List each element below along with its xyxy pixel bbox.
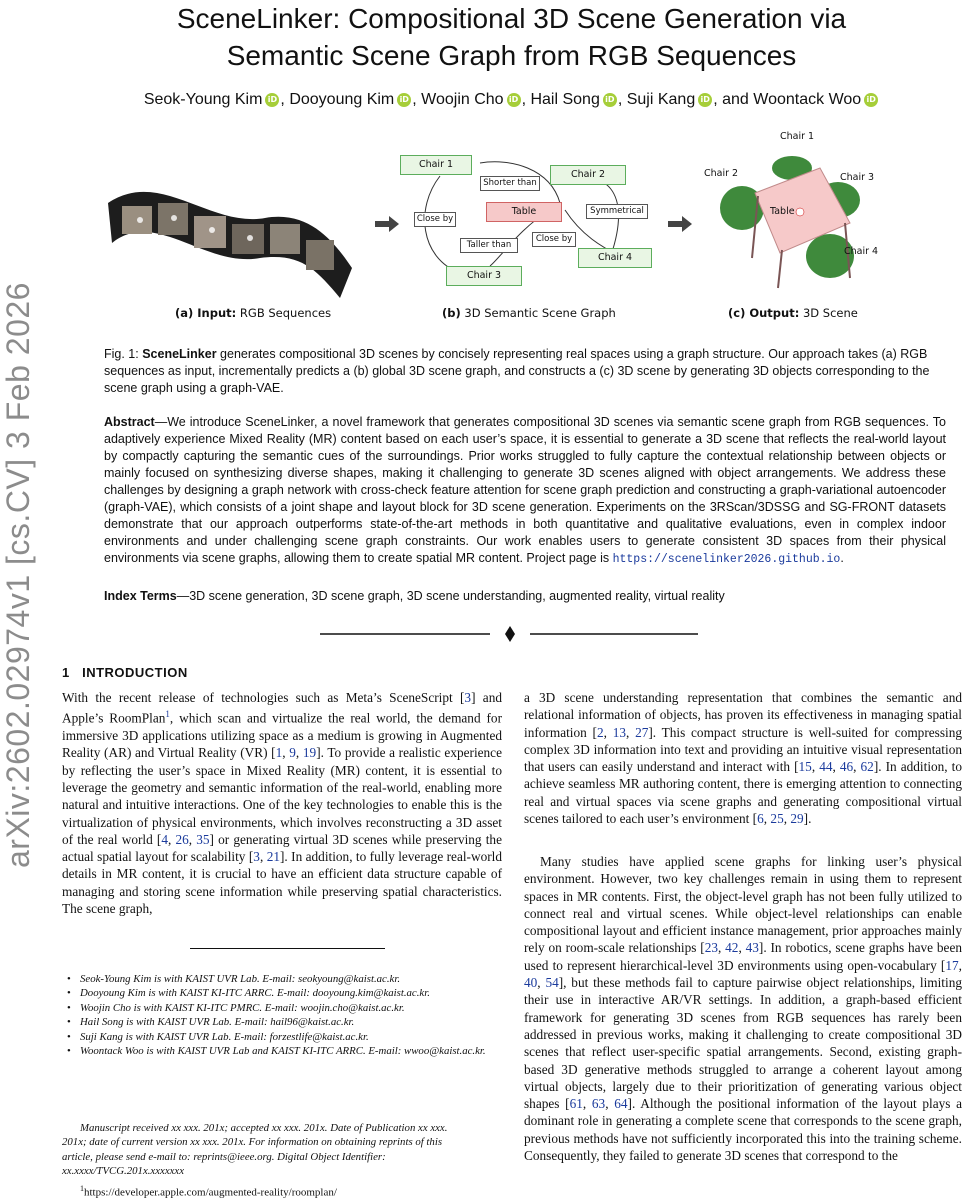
scene-label: Chair 4 bbox=[844, 246, 879, 257]
footnote-rule bbox=[190, 948, 385, 949]
body-text: , bbox=[718, 940, 726, 956]
panel-label-bold: (a) Input: bbox=[175, 306, 237, 320]
author-name: , Suji Kang bbox=[617, 91, 696, 108]
body-text: ], but these methods fail to capture pairwise object relationships, limiting their use in interactive AR/VR settings. In addition, a graph-based efficient framework for generating 3D scenes from RGB sequences has rarely been addressed in previous works, making it challenging to create compositional 3D scenes that reflect user-specific spatial arrangements. Second, existing graph-based 3D generative methods struggled to arrange a coherent layout among virtual objects, largely due to their prioritization of generating various object shapes [ bbox=[524, 975, 962, 1112]
body-text: ]. bbox=[803, 811, 812, 827]
orcid-icon[interactable]: iD bbox=[603, 93, 617, 107]
orcid-icon[interactable]: iD bbox=[507, 93, 521, 107]
body-text: Many studies have applied scene graphs for linking user’s physical environment. However, two key challenges remain in using them to represent spaces in MR contents. First, the object-level graph has not been fully utilized to connect real and virtual scenes. While object-level relationships can enable compositional layout and efficient instance management, prior approaches mainly rely on room-scale relationships [ bbox=[524, 854, 962, 956]
scene-render bbox=[700, 138, 950, 298]
index-terms-label: Index Terms bbox=[104, 589, 177, 603]
body-text: ]. To provide a realistic experience by reflecting the user’s space in Mixed Reality (MR) content, it is essential to leverage the geometry and semantic information of the real-world, enabling more natural and intuitive interactions. One of the key technologies to enable this is the virtualization of physical environments, which involves reconstructing a 3D asset of the real world [ bbox=[62, 745, 502, 847]
author-name: Seok-Young Kim bbox=[143, 91, 263, 108]
arrow-right-icon bbox=[375, 216, 401, 232]
body-text: , bbox=[605, 1096, 615, 1112]
author-name: , Dooyoung Kim bbox=[280, 91, 395, 108]
citation-link[interactable]: 17 bbox=[945, 957, 959, 973]
right-column-paragraph bbox=[524, 689, 962, 827]
body-text: , which scan and virtualize the real world, the demand for immersive 3D applications utilizing space as a medium is growing in Augmented Reality (AR) and Virtual Reality (VR) [ bbox=[62, 710, 502, 761]
author-name: , and Woontack Woo bbox=[713, 91, 862, 108]
citation-link[interactable]: 26 bbox=[175, 831, 189, 847]
section-divider bbox=[320, 625, 700, 643]
body-text: ]. This compact structure is well-suited for compressing complex 3D information into text and providing an intuitive visual representation that users can easily understand and interact with [ bbox=[524, 724, 962, 775]
graph-node: Chair 2 bbox=[550, 165, 626, 185]
graph-node: Chair 4 bbox=[578, 248, 652, 268]
paper-title bbox=[60, 0, 963, 74]
orcid-icon[interactable]: iD bbox=[397, 93, 411, 107]
graph-edge-label: Taller than bbox=[460, 238, 518, 253]
body-text: , bbox=[259, 849, 267, 865]
manuscript-note: Manuscript received xx xxx. 201x; accepted xx xxx. 201x. Date of Publication xx xxx. 201x; date of current version xx xxx. 201x. For information on obtaining reprints of this article, please send e-mail to: reprints@ieee.org. Digital Object Identifier: xx.xxxx/TVCG.201x.xxxxxxx bbox=[62, 1122, 448, 1178]
graph-node: Chair 3 bbox=[446, 266, 522, 286]
author-name: , Woojin Cho bbox=[412, 91, 504, 108]
citation-link[interactable]: 46 bbox=[839, 759, 854, 775]
footnote bbox=[80, 1184, 337, 1199]
graph-edge-label: Shorter than bbox=[480, 176, 540, 191]
body-text: , bbox=[582, 1096, 592, 1112]
affiliation-item: • Woojin Cho is with KAIST KI-ITC PMRC. E-mail: woojin.cho@kaist.ac.kr. bbox=[62, 1001, 502, 1015]
abstract-end: . bbox=[840, 551, 844, 565]
project-page-link[interactable]: https://scenelinker2026.github.io bbox=[612, 553, 841, 566]
panel-label-bold: (b) bbox=[442, 306, 461, 320]
citation-link[interactable]: 2 bbox=[596, 724, 604, 740]
body-text: ] and Apple’s RoomPlan bbox=[62, 690, 502, 726]
citation-link[interactable]: 13 bbox=[612, 724, 626, 740]
index-terms-text: —3D scene generation, 3D scene graph, 3D scene understanding, augmented reality, virtual reality bbox=[176, 589, 725, 603]
body-text: , bbox=[738, 940, 746, 956]
panel-label-bold: (c) Output: bbox=[728, 306, 800, 320]
section-title: INTRODUCTION bbox=[82, 665, 188, 680]
caption-prefix: Fig. 1: bbox=[104, 347, 143, 361]
scene-label: Chair 3 bbox=[840, 172, 875, 183]
panel-label-b bbox=[442, 306, 616, 320]
affiliation-list bbox=[62, 972, 502, 1058]
body-text: , bbox=[626, 724, 636, 740]
citation-link[interactable]: 43 bbox=[745, 940, 759, 956]
citation-link[interactable]: 9 bbox=[289, 745, 296, 761]
panel-label-a bbox=[175, 306, 331, 320]
panel-label-c bbox=[728, 306, 858, 320]
citation-link[interactable]: 19 bbox=[302, 745, 317, 761]
footnote-ref[interactable]: 1 bbox=[165, 709, 170, 720]
citation-link[interactable]: 3 bbox=[464, 690, 472, 705]
graph-edge-label: Close by bbox=[414, 212, 456, 227]
citation-link[interactable]: 29 bbox=[790, 811, 804, 827]
body-text: , bbox=[295, 745, 303, 761]
panel-label-text: RGB Sequences bbox=[236, 306, 332, 320]
abstract-label: Abstract bbox=[104, 415, 155, 429]
citation-link[interactable]: 23 bbox=[704, 940, 718, 956]
citation-link[interactable]: 64 bbox=[614, 1096, 628, 1112]
title-line-1: SceneLinker: Compositional 3D Scene Generation via bbox=[176, 3, 847, 34]
panel-label-text: 3D Scene bbox=[799, 306, 858, 320]
citation-link[interactable]: 25 bbox=[770, 811, 784, 827]
orcid-icon[interactable]: iD bbox=[265, 93, 279, 107]
body-text: With the recent release of technologies such as Meta’s SceneScript [ bbox=[62, 690, 465, 705]
index-terms bbox=[104, 588, 946, 605]
arxiv-identifier: arXiv:2602.02974v1 [cs.CV] 3 Feb 2026 bbox=[0, 282, 36, 868]
scene-label: Chair 2 bbox=[704, 168, 739, 179]
citation-link[interactable]: 3 bbox=[253, 849, 260, 865]
scene-label: Chair 1 bbox=[780, 131, 815, 142]
citation-link[interactable]: 27 bbox=[635, 724, 649, 740]
orcid-icon[interactable]: iD bbox=[864, 93, 878, 107]
body-text: , bbox=[167, 831, 176, 847]
affiliation-item: • Woontack Woo is with KAIST UVR Lab and KAIST KI-ITC ARRC. E-mail: wwoo@kaist.ac.kr. bbox=[62, 1044, 502, 1058]
body-text: , bbox=[763, 811, 771, 827]
affiliation-item: • Seok-Young Kim is with KAIST UVR Lab. E-mail: seokyoung@kaist.ac.kr. bbox=[62, 972, 502, 986]
citation-link[interactable]: 35 bbox=[196, 831, 210, 847]
figure-caption bbox=[104, 346, 946, 397]
footnote-mark: 1 bbox=[80, 1184, 84, 1193]
citation-link[interactable]: 4 bbox=[161, 831, 168, 847]
body-text: ]. In addition, to fully leverage real-world details in MR content, it is crucial to have an efficient data structure capable of managing and storing scene information while preserving spatial characteristics. The scene graph, bbox=[62, 849, 502, 916]
citation-link[interactable]: 63 bbox=[591, 1096, 606, 1112]
graph-node: Chair 1 bbox=[400, 155, 472, 175]
section-number: 1 bbox=[62, 665, 70, 680]
citation-link[interactable]: 42 bbox=[725, 940, 739, 956]
title-line-2: Semantic Scene Graph from RGB Sequences bbox=[226, 40, 797, 71]
graph-edge-label: Symmetrical bbox=[586, 204, 648, 219]
body-text: , bbox=[188, 831, 197, 847]
body-text: , bbox=[603, 724, 613, 740]
body-text: , bbox=[853, 759, 861, 775]
caption-text: generates compositional 3D scenes by concisely representing real spaces using a graph structure. Our approach takes (a) RGB sequences as input, incrementally predicts a (b) global 3D scene graph, and constructs a (c) 3D scene by generating 3D objects corresponding to the scene graph using a graph-VAE. bbox=[104, 347, 930, 395]
author-list bbox=[60, 91, 963, 109]
citation-link[interactable]: 15 bbox=[798, 759, 812, 775]
scene-label: Table bbox=[770, 206, 795, 217]
body-text: ]. Although the positional information of the layout plays a dominant role in generating a complete scene that corresponds to the scene graph, previous methods have not sufficiently incorporated this into the training scheme. Consequently, they failed to generate 3D scenes that correspond to the bbox=[524, 1096, 963, 1164]
body-text: , bbox=[811, 759, 820, 775]
author-name: , Hail Song bbox=[521, 91, 600, 108]
footnote-url[interactable]: https://developer.apple.com/augmented-reality/roomplan/ bbox=[84, 1186, 337, 1199]
panel-label-text: 3D Semantic Scene Graph bbox=[460, 306, 616, 320]
citation-link[interactable]: 61 bbox=[569, 1096, 583, 1112]
affiliation-item: • Suji Kang is with KAIST UVR Lab. E-mail: forzestlife@kaist.ac.kr. bbox=[62, 1030, 502, 1044]
body-text: a 3D scene understanding representation that combines the semantic and relational information of objects, has proven its effectiveness in managing spatial information [ bbox=[524, 690, 962, 740]
body-text: , bbox=[783, 811, 791, 827]
abstract-text: —We introduce SceneLinker, a novel framework that generates compositional 3D scenes via semantic scene graph from RGB sequences. To adaptively experience Mixed Reality (MR) content based on each user’s space, it is essential to generate a 3D scene that reflects the real-world layout by compactly capturing the semantic cues of the surroundings. Prior works struggled to fully capture the contextual relationship between objects or mainly focused on synthesizing diverse shapes, making it challenging to generate 3D scenes aligned with object arrangements. We address these challenges by designing a graph network with cross-check feature attention for scene graph prediction and constructing a graph-variational autoencoder (graph-VAE), which consists of a joint shape and layout block for 3D scene generation. Experiments on the 3RScan/3DSSG and SG-FRONT datasets demonstrate that our approach outperforms state-of-the-art methods in both quantitative and qualitative evaluations, even in complex indoor environments and under challenging scene graph constraints. Our work enables users to generate consistent 3D spaces from their physical environments via scene graphs, allowing them to create spatial MR content. Project page is bbox=[104, 415, 946, 565]
caption-name: SceneLinker bbox=[142, 347, 217, 361]
body-text: , bbox=[958, 957, 962, 973]
arrow-right-icon bbox=[668, 216, 694, 232]
abstract bbox=[104, 414, 946, 568]
citation-link[interactable]: 44 bbox=[819, 759, 833, 775]
body-text: , bbox=[832, 759, 840, 775]
figure-1 bbox=[100, 128, 960, 328]
body-text: ]. In addition, to achieve seamless MR authoring content, there is emerging attention to connecting real and virtual spaces via scene graphs and generating compositional virtual scenes tailored to each user’s environment [ bbox=[524, 759, 963, 827]
left-column-paragraph bbox=[62, 689, 502, 917]
right-column-paragraph bbox=[524, 853, 962, 1164]
citation-link[interactable]: 21 bbox=[266, 849, 280, 865]
section-heading bbox=[62, 665, 188, 680]
orcid-icon[interactable]: iD bbox=[698, 93, 712, 107]
body-text: , bbox=[282, 745, 290, 761]
body-text: ]. In robotics, scene graphs have been used to represent hierarchical-level 3D environments using open-vocabulary [ bbox=[524, 940, 962, 973]
body-text: ] or generating virtual 3D scenes while preserving the actual spatial layout for scalability [ bbox=[62, 831, 502, 865]
body-text: , bbox=[537, 975, 546, 991]
graph-edge-label: Close by bbox=[532, 232, 576, 247]
citation-link[interactable]: 40 bbox=[524, 975, 538, 991]
citation-link[interactable]: 54 bbox=[545, 975, 559, 991]
affiliation-item: • Dooyoung Kim is with KAIST KI-ITC ARRC. E-mail: dooyoung.kim@kaist.ac.kr. bbox=[62, 986, 502, 1000]
citation-link[interactable]: 6 bbox=[757, 811, 764, 827]
graph-node: Table bbox=[486, 202, 562, 222]
rgb-sequence-filmstrip bbox=[100, 158, 360, 308]
citation-link[interactable]: 1 bbox=[275, 745, 283, 761]
affiliation-item: • Hail Song is with KAIST UVR Lab. E-mail: hail96@kaist.ac.kr. bbox=[62, 1015, 502, 1029]
citation-link[interactable]: 62 bbox=[860, 759, 874, 775]
